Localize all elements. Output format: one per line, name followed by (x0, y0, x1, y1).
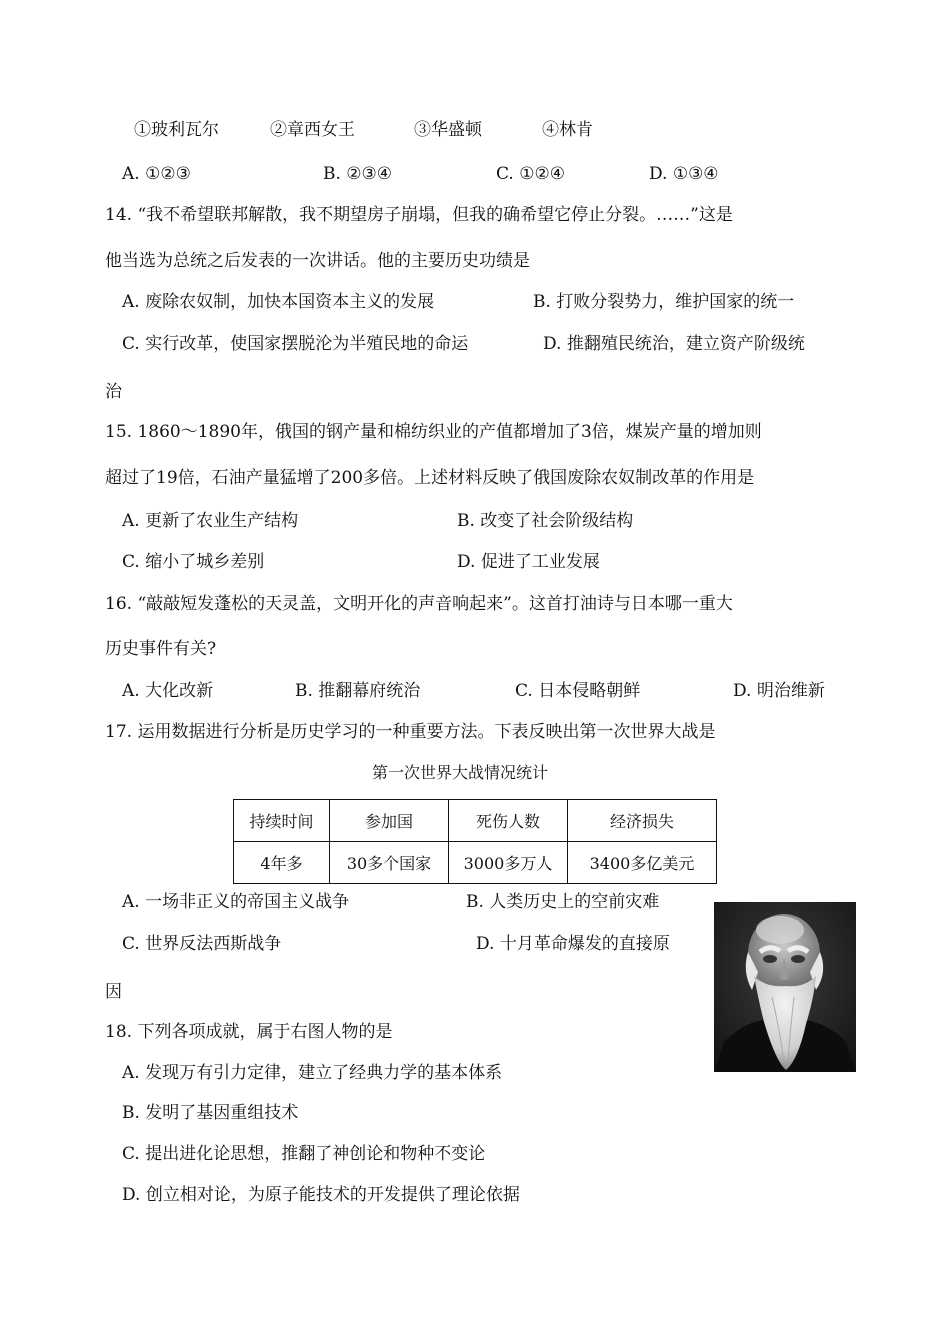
table-row (234, 842, 717, 884)
q18-option-d: D. 创立相对论，为原子能技术的开发提供了理论依据 (122, 1185, 520, 1205)
q18-option-c: C. 提出进化论思想，推翻了神创论和物种不变论 (122, 1144, 486, 1164)
table-cell-casualties: 3000多万人 (449, 842, 568, 884)
portrait-photo (714, 902, 856, 1072)
war-statistics-table (233, 799, 717, 884)
q13-option-c: C. ①②④ (496, 164, 565, 184)
q16-option-a: A. 大化改新 (122, 681, 214, 701)
q15-option-a: A. 更新了农业生产结构 (122, 511, 299, 531)
q13-person-1: ①玻利瓦尔 (134, 120, 219, 140)
q18-stem: 18. 下列各项成就，属于右图人物的是 (105, 1022, 393, 1042)
table-cell-economic-loss: 3400多亿美元 (568, 842, 717, 884)
q17-option-d-wrap: 因 (105, 982, 122, 1002)
q13-option-a: A. ①②③ (122, 164, 191, 184)
q17-option-d: D. 十月革命爆发的直接原 (476, 934, 670, 954)
q15-stem-line1: 15. 1860～1890年，俄国的钢产量和棉纺织业的产值都增加了3倍，煤炭产量的增加则 (105, 422, 762, 442)
q16-stem-line1: 16. “敲敲短发蓬松的天灵盖，文明开化的声音响起来”。这首打油诗与日本哪一重大 (105, 594, 733, 614)
table-header-countries: 参加国 (330, 800, 449, 842)
q17-table-title: 第一次世界大战情况统计 (372, 763, 549, 782)
q15-option-d: D. 促进了工业发展 (457, 552, 600, 572)
table-cell-countries: 30多个国家 (330, 842, 449, 884)
q13-person-4: ④林肯 (542, 120, 593, 140)
table-header-row (234, 800, 717, 842)
table-cell-duration: 4年多 (234, 842, 330, 884)
q16-option-d: D. 明治维新 (733, 681, 825, 701)
q14-option-b: B. 打败分裂势力，维护国家的统一 (533, 292, 795, 312)
q17-option-c: C. 世界反法西斯战争 (122, 934, 282, 954)
q13-option-b: B. ②③④ (323, 164, 393, 184)
q13-person-3: ③华盛顿 (414, 120, 482, 140)
q15-stem-line2: 超过了19倍，石油产量猛增了200多倍。上述材料反映了俄国废除农奴制改革的作用是 (105, 468, 755, 488)
q17-stem: 17. 运用数据进行分析是历史学习的一种重要方法。下表反映出第一次世界大战是 (105, 722, 716, 742)
q18-option-b: B. 发明了基因重组技术 (122, 1103, 299, 1123)
q14-option-a: A. 废除农奴制，加快本国资本主义的发展 (122, 292, 435, 312)
q14-option-d: D. 推翻殖民统治，建立资产阶级统 (543, 334, 805, 354)
q13-option-d: D. ①③④ (649, 164, 719, 184)
portrait-illustration (714, 902, 856, 1072)
q14-option-d-wrap: 治 (105, 382, 122, 402)
q13-person-2: ②章西女王 (270, 120, 355, 140)
q14-option-c: C. 实行改革，使国家摆脱沦为半殖民地的命运 (122, 334, 469, 354)
q14-stem-line1: 14. “我不希望联邦解散，我不期望房子崩塌，但我的确希望它停止分裂。……”这是 (105, 205, 733, 225)
q17-option-a: A. 一场非正义的帝国主义战争 (122, 892, 350, 912)
q14-stem-line2: 他当选为总统之后发表的一次讲话。他的主要历史功绩是 (105, 251, 530, 271)
q18-option-a: A. 发现万有引力定律，建立了经典力学的基本体系 (122, 1063, 503, 1083)
table-header-duration: 持续时间 (234, 800, 330, 842)
q17-option-b: B. 人类历史上的空前灾难 (466, 892, 660, 912)
q16-option-b: B. 推翻幕府统治 (295, 681, 421, 701)
table-header-casualties: 死伤人数 (449, 800, 568, 842)
table-header-economic-loss: 经济损失 (568, 800, 717, 842)
q15-option-c: C. 缩小了城乡差别 (122, 552, 265, 572)
q15-option-b: B. 改变了社会阶级结构 (457, 511, 634, 531)
q16-option-c: C. 日本侵略朝鲜 (515, 681, 641, 701)
q16-stem-line2: 历史事件有关? (105, 639, 217, 659)
